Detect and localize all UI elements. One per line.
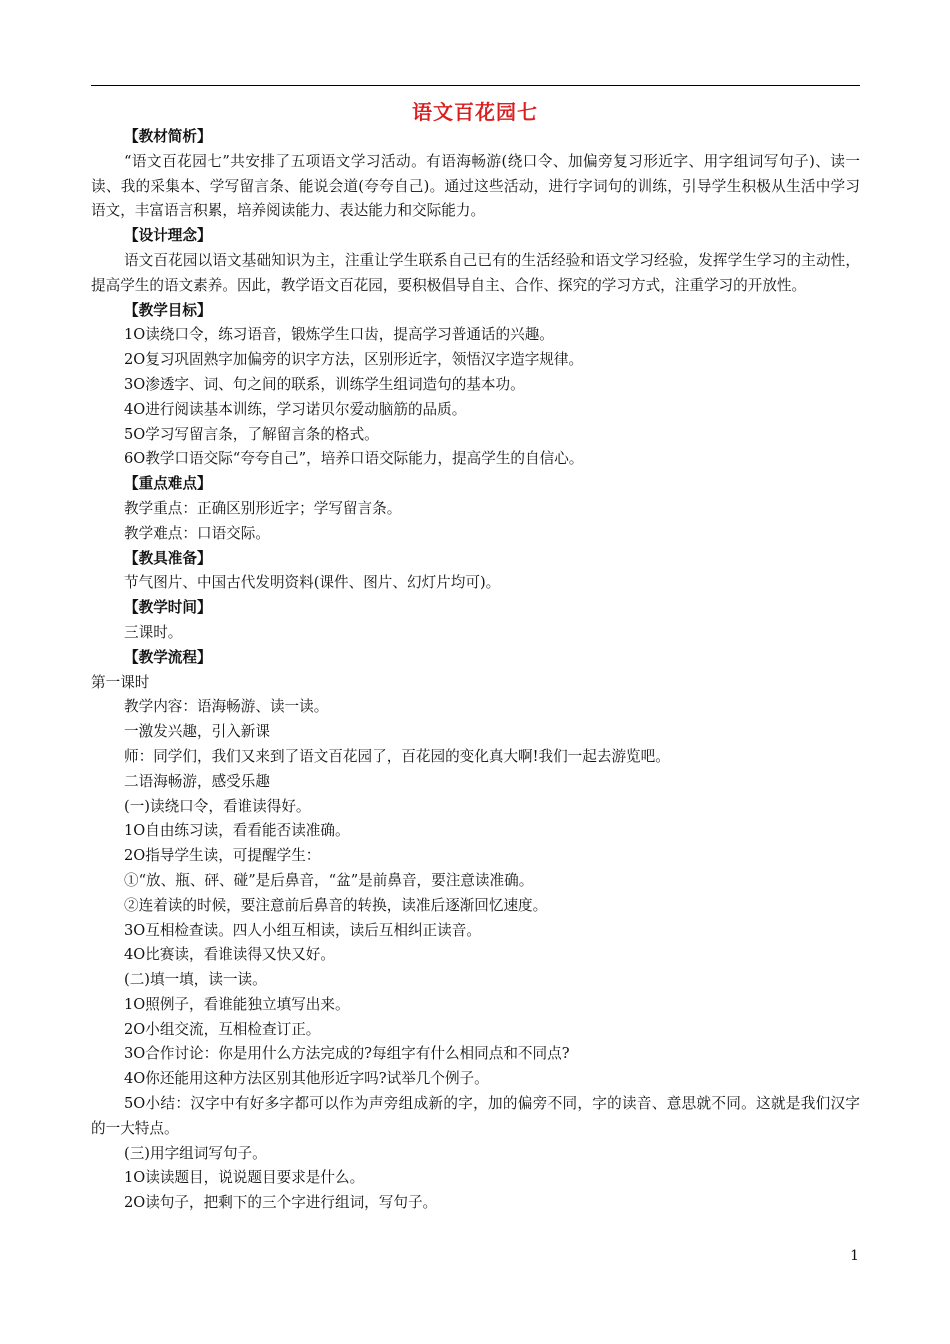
paragraph: 1O读绕口令，练习语音，锻炼学生口齿，提高学习普通话的兴趣。 <box>124 326 554 344</box>
paragraph: 教学内容：语海畅游、读一读。 <box>124 698 329 716</box>
paragraph: 1O读读题目，说说题目要求是什么。 <box>124 1169 365 1187</box>
paragraph: 1O照例子，看谁能独立填写出来。 <box>124 995 350 1013</box>
paragraph: “语文百花园七”共安排了五项语文学习活动。有语海畅游(绕口令、加偏旁复习形近字、用字组词写句子)、读一读、我的采集本、学写留言条、能说会道(夸夸自己)。通过这些活动，进行字词句的训练，引导学生积极从生活中学习语文，丰富语言积累，培养阅读能力、表达能力和交际能力。 <box>91 152 860 220</box>
paragraph: 二语海畅游，感受乐趣 <box>124 772 270 790</box>
paragraph: (三)用字组词写句子。 <box>124 1144 267 1162</box>
lesson-heading: 第一课时 <box>91 673 150 691</box>
paragraph: 节气图片、中国古代发明资料(课件、图片、幻灯片均可)。 <box>124 574 501 592</box>
paragraph: 4O你还能用这种方法区别其他形近字吗?试举几个例子。 <box>124 1070 489 1088</box>
paragraph: 6O教学口语交际“夸夸自己”，培养口语交际能力，提高学生的自信心。 <box>124 450 584 468</box>
paragraph: 2O复习巩固熟字加偏旁的识字方法，区别形近字，领悟汉字造字规律。 <box>124 351 584 369</box>
header-rule <box>91 85 860 86</box>
paragraph: 2O小组交流，互相检查订正。 <box>124 1020 321 1038</box>
paragraph: 一激发兴趣，引入新课 <box>124 723 270 741</box>
paragraph: 5O学习写留言条，了解留言条的格式。 <box>124 425 379 443</box>
section-heading: 【设计理念】 <box>124 227 212 245</box>
document-title: 语文百花园七 <box>412 100 538 124</box>
paragraph: 教学难点：口语交际。 <box>124 524 270 542</box>
paragraph: 4O比赛读，看谁读得又快又好。 <box>124 946 335 964</box>
paragraph: ①“放、瓶、砰、碰”是后鼻音，“盆”是前鼻音，要注意读准确。 <box>124 871 534 889</box>
paragraph: 3O渗透字、词、句之间的联系，训练学生组词造句的基本功。 <box>124 375 525 393</box>
section-heading: 【教具准备】 <box>124 549 212 567</box>
paragraph: 语文百花园以语文基础知识为主，注重让学生联系自己已有的生活经验和语文学习经验，发挥学生学习的主动性，提高学生的语文素养。因此，教学语文百花园，要积极倡导自主、合作、探究的学习方式，注重学习的开放性。 <box>91 251 860 294</box>
section-heading: 【教材简析】 <box>124 128 212 145</box>
paragraph: 2O指导学生读，可提醒学生： <box>124 847 321 865</box>
paragraph: 5O小结：汉字中有好多字都可以作为声旁组成新的字，加的偏旁不同，字的读音、意思就不同。这就是我们汉字的一大特点。 <box>91 1095 860 1137</box>
paragraph: ②连着读的时候，要注意前后鼻音的转换，读准后逐渐回忆速度。 <box>124 896 548 914</box>
paragraph: 教学重点：正确区别形近字；学写留言条。 <box>124 499 402 517</box>
paragraph: 3O互相检查读。四人小组互相读，读后互相纠正读音。 <box>124 921 481 939</box>
paragraph: 4O进行阅读基本训练，学习诺贝尔爱动脑筋的品质。 <box>124 400 467 418</box>
paragraph: 师：同学们，我们又来到了语文百花园了，百花园的变化真大啊!我们一起去游览吧。 <box>124 747 670 765</box>
section-heading: 【教学流程】 <box>124 648 212 666</box>
section-heading: 【重点难点】 <box>124 475 212 493</box>
paragraph: 1O自由练习读，看看能否读准确。 <box>124 822 350 840</box>
paragraph: 三课时。 <box>124 623 183 641</box>
section-heading: 【教学时间】 <box>124 599 212 617</box>
document-body <box>91 125 860 1216</box>
page-number: 1 <box>850 1248 859 1264</box>
paragraph: 2O读句子，把剩下的三个字进行组词，写句子。 <box>124 1194 438 1212</box>
section-heading: 【教学目标】 <box>124 301 212 319</box>
paragraph: 3O合作讨论：你是用什么方法完成的?每组字有什么相同点和不同点? <box>124 1045 570 1063</box>
paragraph: (一)读绕口令，看谁读得好。 <box>124 797 311 815</box>
paragraph: (二)填一填，读一读。 <box>124 971 267 989</box>
